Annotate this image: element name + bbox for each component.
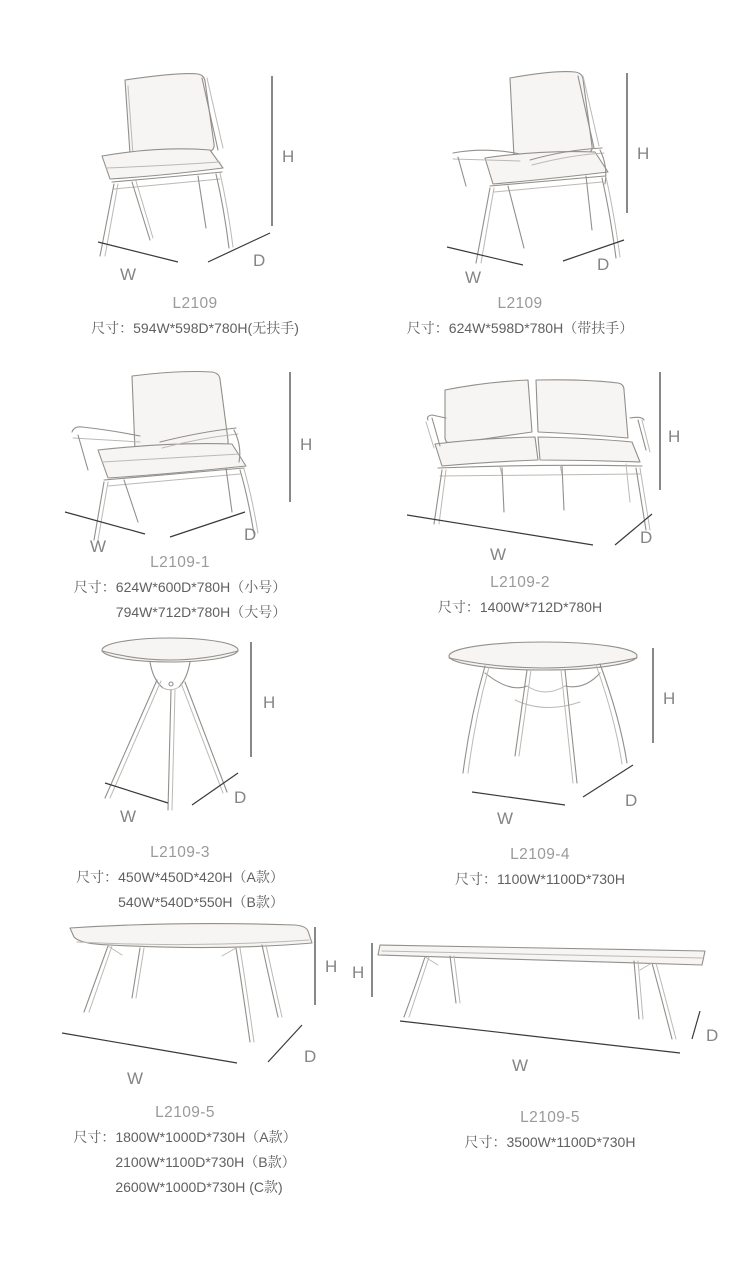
- round-dining-table-sketch: [385, 628, 695, 838]
- table-drawing: [449, 642, 637, 783]
- size-line: 尺寸：624W*600D*780H（小号）: [73, 579, 287, 595]
- dimension-lines: [62, 927, 337, 1088]
- product-card: [25, 912, 345, 1200]
- product-code: L2109: [497, 295, 543, 312]
- width-label: W: [490, 545, 507, 562]
- depth-label: D: [640, 528, 653, 547]
- product-card: [350, 925, 750, 1155]
- product-code: L2109-2: [490, 574, 550, 591]
- chair-drawing: [100, 74, 233, 256]
- depth-label: D: [597, 255, 610, 274]
- product-card: [25, 58, 365, 341]
- width-label: W: [497, 809, 514, 828]
- product-code: L2109: [172, 295, 218, 312]
- height-label: H: [325, 957, 338, 976]
- size-line: 尺寸：3500W*1100D*730H: [464, 1134, 636, 1150]
- size-line: 尺寸：1100W*1100D*730H: [455, 871, 625, 887]
- product-code: L2109-1: [150, 554, 210, 571]
- sofa-drawing: [426, 380, 650, 530]
- height-label: H: [352, 963, 365, 982]
- rect-dining-table-sketch: [25, 912, 345, 1094]
- table-drawing: [378, 945, 705, 1039]
- dimension-lines: [105, 642, 275, 826]
- armchair-sketch: [360, 58, 680, 293]
- product-code: L2109-4: [510, 846, 570, 863]
- chair-drawing: [72, 372, 258, 541]
- size-line: 尺寸：1800W*1000D*730H（A款）: [73, 1129, 297, 1145]
- width-label: W: [90, 537, 107, 552]
- width-label: W: [512, 1056, 529, 1075]
- product-code: L2109-5: [520, 1109, 580, 1126]
- size-line: 尺寸：594W*598D*780H(无扶手): [91, 320, 299, 336]
- product-card: [360, 58, 680, 341]
- product-sizes: [25, 1125, 345, 1200]
- size-line: 2600W*1000D*730H (C款): [115, 1179, 283, 1195]
- depth-label: D: [625, 791, 638, 810]
- size-line: 尺寸：450W*450D*420H（A款）: [76, 869, 284, 885]
- table-drawing: [102, 638, 238, 810]
- size-line: 尺寸：1400W*712D*780H: [437, 599, 603, 615]
- two-seat-sofa-sketch: [355, 362, 685, 562]
- product-sizes: [25, 316, 365, 341]
- depth-label: D: [234, 788, 247, 807]
- depth-label: D: [706, 1026, 719, 1045]
- height-label: H: [282, 147, 295, 166]
- table-drawing: [70, 924, 312, 1042]
- product-sizes: [30, 575, 330, 625]
- product-sizes: [350, 1130, 750, 1155]
- height-label: H: [263, 693, 276, 712]
- product-sizes: [355, 595, 685, 620]
- height-label: H: [300, 435, 313, 454]
- height-label: H: [663, 689, 676, 708]
- width-label: W: [120, 265, 137, 284]
- round-side-table-sketch: [35, 622, 325, 842]
- armless-chair-sketch: [25, 58, 355, 293]
- product-card: [355, 362, 685, 620]
- depth-label: D: [244, 525, 257, 544]
- product-code: L2109-3: [150, 844, 210, 861]
- chair-drawing: [453, 72, 620, 263]
- size-line: 尺寸：624W*598D*780H（带扶手）: [406, 320, 634, 336]
- product-sizes: [385, 867, 695, 892]
- product-code: L2109-5: [155, 1104, 215, 1121]
- product-card: [30, 362, 330, 625]
- product-card: [385, 628, 695, 892]
- width-label: W: [465, 268, 482, 287]
- height-label: H: [668, 427, 681, 446]
- size-line: 794W*712D*780H（大号）: [115, 604, 287, 620]
- width-label: W: [127, 1069, 144, 1088]
- size-line: 2100W*1100D*730H（B款）: [115, 1154, 296, 1170]
- size-line: 540W*540D*550H（B款）: [118, 894, 284, 910]
- dimension-lines: [472, 648, 675, 828]
- height-label: H: [637, 144, 650, 163]
- long-dining-table-sketch: [350, 925, 750, 1075]
- width-label: W: [120, 807, 137, 826]
- lounge-chair-sketch: [30, 362, 330, 552]
- depth-label: D: [253, 251, 266, 270]
- product-card: [35, 622, 325, 915]
- product-sizes: [360, 316, 680, 341]
- product-sizes: [35, 865, 325, 915]
- depth-label: D: [304, 1047, 317, 1066]
